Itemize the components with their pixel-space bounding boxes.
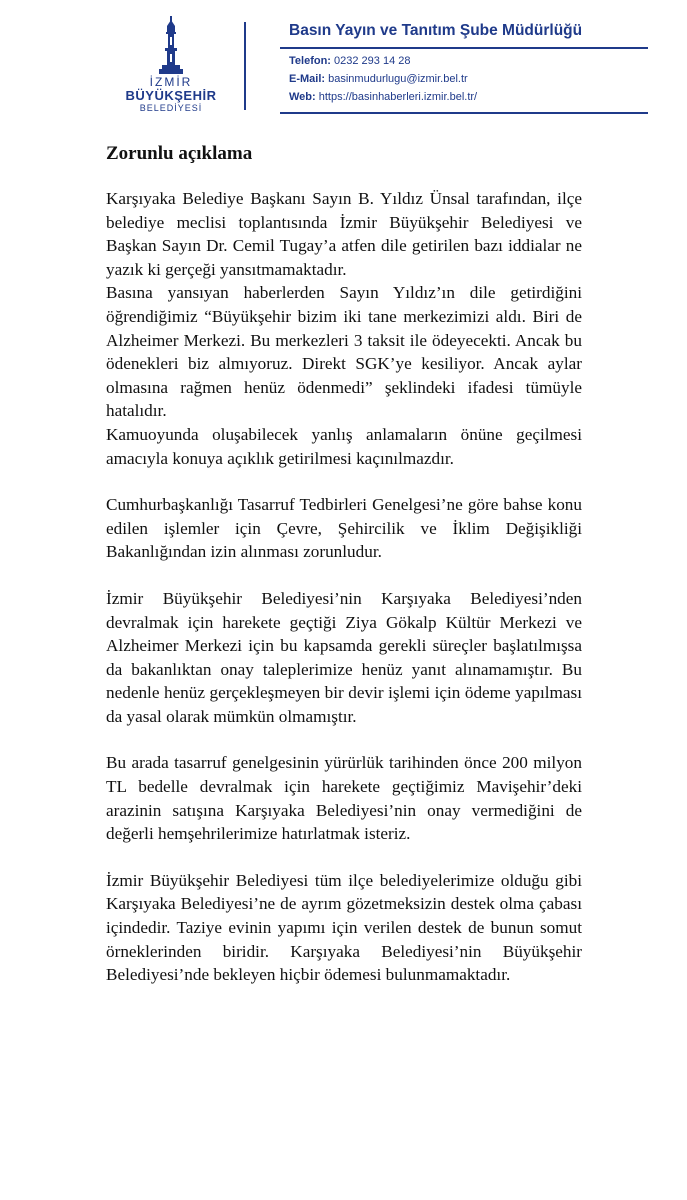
paragraph-6: Bu arada tasarruf genelgesinin yürürlük tarihinden önce 200 milyon TL bedelle devralmak için harekete geçtiğimiz Mavişehir’deki arazinin satışına Karşıyaka Belediyesi’nin onay vermediğini de değerli hemşehrilerimize hatırlatmak isteriz.	[106, 753, 582, 844]
phone-label: Telefon:	[289, 55, 331, 67]
header-bottom-rule	[280, 112, 648, 114]
clock-tower-icon	[156, 16, 186, 76]
logo-wordmark	[112, 76, 230, 115]
department-name: Basın Yayın ve Tanıtım Şube Müdürlüğü	[289, 22, 583, 39]
paragraph-5: İzmir Büyükşehir Belediyesi’nin Karşıyaka Belediyesi’nden devralmak için harekete geçtiği Ziya Gökalp Kültür Merkezi ve Alzheimer Merkezi için bu kapsamda gerekli süreçler başlatılmışsa da bakanlıktan onay taleplerimize henüz yanıt alınamamıştır. Bu nedenle henüz gerçekleşmeyen bir devir işlemi için ödeme yapılması da yasal olarak mümkün olmamıştır.	[106, 588, 582, 726]
contact-email	[289, 73, 468, 85]
paragraph-2: Basına yansıyan haberlerden Sayın Yıldız’ın dile getirdiğini öğrendiğimiz “Büyükşehir bizim iki tane merkezimizi aldı. Biri de Alzheimer Merkezi. Bu merkezleri 3 taksit ile ödeyecekti. Ancak bu ödenekleri biz almıyoruz. Direkt SGK’ye kesiliyor. Ancak aylar olmasına rağmen henüz ödenmedi” şeklindeki ifadesi tümüyle hatalıdır.	[106, 283, 582, 421]
logo-line-izmir: İZMİR	[149, 75, 193, 89]
contact-web	[289, 91, 477, 103]
paragraph-1: Karşıyaka Belediye Başkanı Sayın B. Yıldız Ünsal tarafından, ilçe belediye meclisi toplantısında İzmir Büyükşehir Belediyesi ve Başkan Sayın Dr. Cemil Tugay’a atfen dile getirilen bazı iddialar ne yazık ki gerçeği yansıtmamaktadır.	[106, 189, 582, 279]
header-divider-vertical	[244, 22, 246, 110]
document-body	[106, 187, 582, 987]
paragraph-3: Kamuoyunda oluşabilecek yanlış anlamaların önüne geçilmesi amacıyla konuya açıklık getirilmesi kaçınılmazdır.	[106, 424, 582, 468]
header-divider-horizontal	[280, 47, 648, 49]
phone-number: 0232 293 14 28	[334, 55, 411, 67]
letterhead	[0, 0, 687, 120]
logo-line-belediyesi: BELEDİYESİ	[139, 103, 203, 113]
paragraph-4: Cumhurbaşkanlığı Tasarruf Tedbirleri Genelgesi’ne göre bahse konu edilen işlemler için Çevre, Şehircilik ve İklim Değişikliği Bakanlığından izin alınması zorunludur.	[106, 495, 582, 562]
municipality-logo	[112, 16, 230, 113]
email-address[interactable]: basinmudurlugu@izmir.bel.tr	[328, 73, 468, 85]
paragraph-7: İzmir Büyükşehir Belediyesi tüm ilçe belediyelerimize olduğu gibi Karşıyaka Belediyesi’ne de ayrım gözetmeksizin destek olma çabası içindedir. Taziye evinin yapımı için verilen destek de bunun somut örneklerinden biridir. Karşıyaka Belediyesi’nin Büyükşehir Belediyesi’nde bekleyen hiçbir ödemesi bulunmamaktadır.	[106, 870, 582, 985]
logo-line-buyuksehir: BÜYÜKŞEHİR	[125, 88, 217, 103]
document-title: Zorunlu açıklama	[106, 143, 253, 164]
contact-phone	[289, 55, 411, 67]
web-label: Web:	[289, 91, 316, 103]
website-link[interactable]: https://basinhaberleri.izmir.bel.tr/	[318, 91, 478, 103]
email-label: E-Mail:	[289, 73, 326, 85]
